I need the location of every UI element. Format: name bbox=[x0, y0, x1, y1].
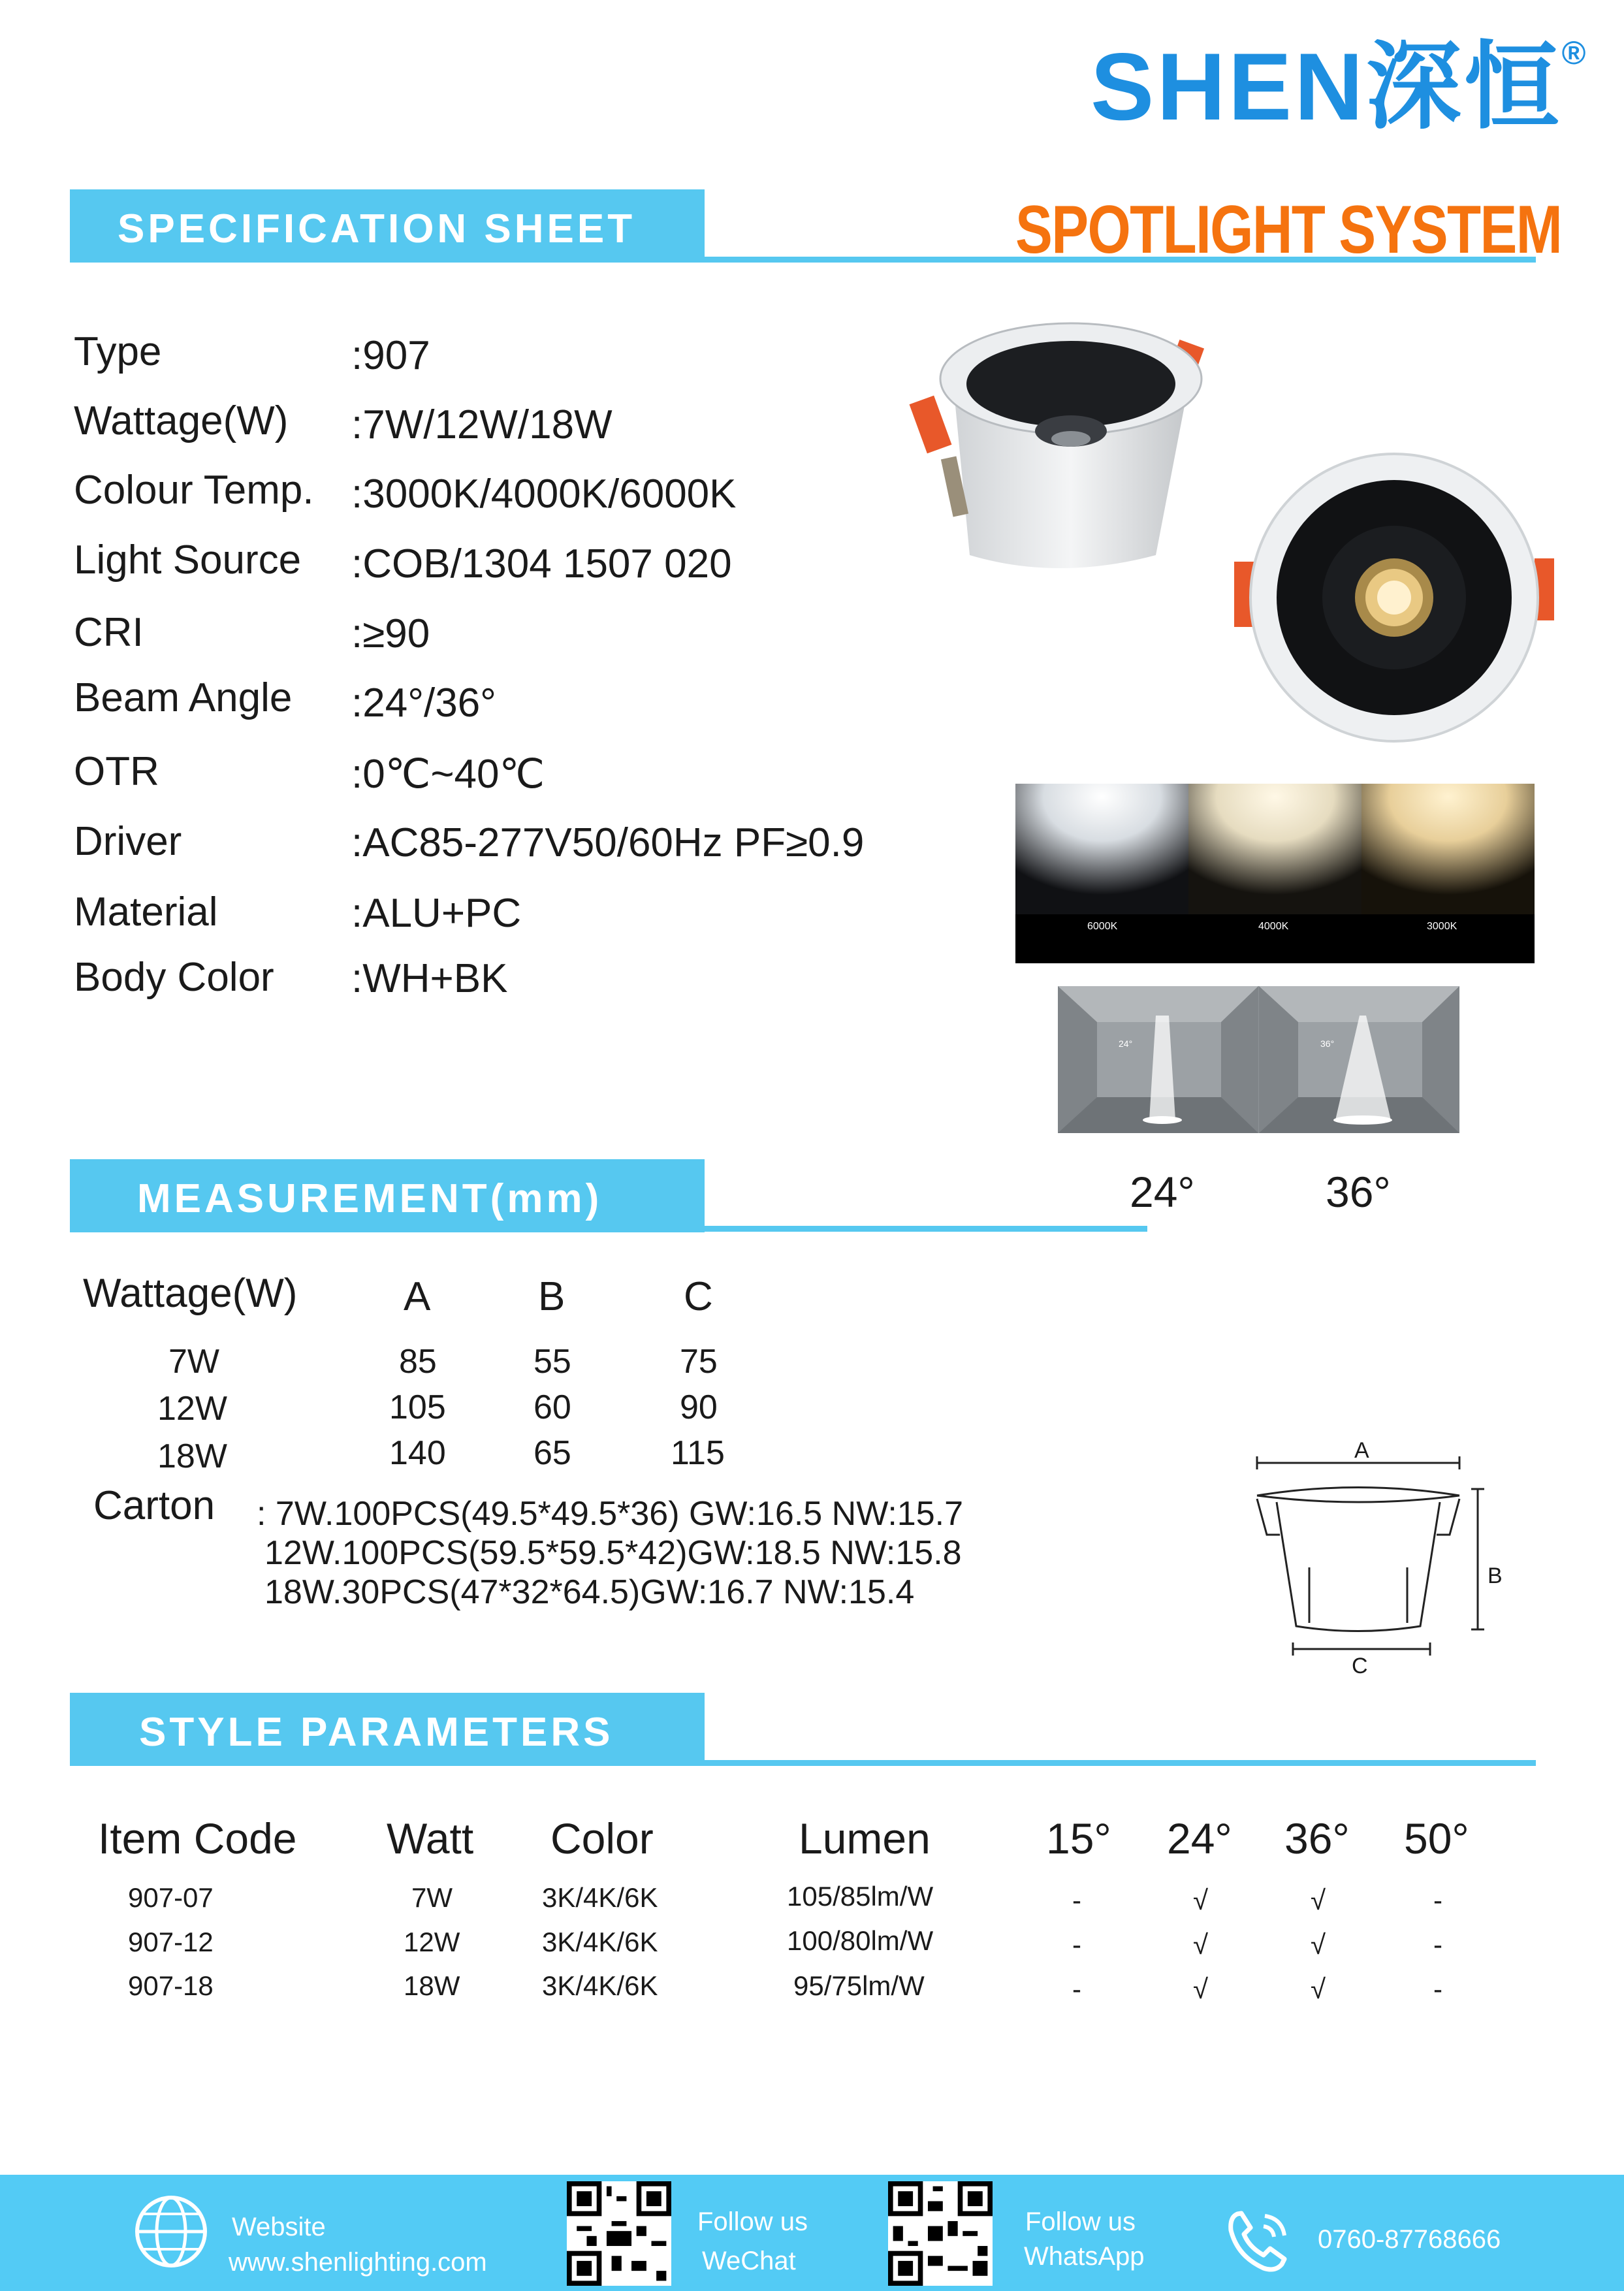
style-cell: - bbox=[1433, 1929, 1442, 1960]
website-url[interactable]: www.shenlighting.com bbox=[229, 2248, 487, 2277]
measurement-header-line bbox=[70, 1226, 1147, 1232]
measurement-cell: 60 bbox=[533, 1388, 571, 1426]
measurement-col-header: A bbox=[404, 1274, 431, 1319]
measurement-cell: 85 bbox=[399, 1343, 437, 1381]
style-col-header: 50° bbox=[1404, 1814, 1469, 1863]
spec-value: :3000K/4000K/6000K bbox=[351, 472, 737, 517]
spec-label: Colour Temp. bbox=[74, 468, 314, 513]
spec-header-title: SPECIFICATION SHEET bbox=[118, 206, 636, 251]
colour-temp-panel bbox=[1015, 784, 1535, 963]
cct-label-3000: 3000K bbox=[1427, 921, 1457, 932]
style-cell: 907-12 bbox=[128, 1927, 214, 1957]
spec-value: :ALU+PC bbox=[351, 891, 522, 936]
spec-label: Wattage(W) bbox=[74, 398, 289, 443]
beam-inner-label-24: 24° bbox=[1119, 1038, 1133, 1049]
style-cell: √ bbox=[1193, 1974, 1209, 2004]
cct-label-4000: 4000K bbox=[1258, 921, 1289, 932]
measurement-col-header: Wattage(W) bbox=[83, 1271, 298, 1316]
style-cell: 3K/4K/6K bbox=[542, 1882, 658, 1913]
phone-icon bbox=[1224, 2204, 1296, 2276]
measurement-cell: 140 bbox=[389, 1434, 446, 1472]
website-label: Website bbox=[232, 2213, 326, 2241]
style-cell: √ bbox=[1311, 1885, 1326, 1915]
product-front-photo bbox=[1234, 451, 1554, 751]
style-cell: - bbox=[1072, 1974, 1081, 2004]
spec-label: CRI bbox=[74, 610, 144, 655]
spec-value: :COB/1304 1507 020 bbox=[351, 541, 732, 586]
globe-icon bbox=[134, 2194, 209, 2269]
footer-bar bbox=[0, 2175, 1624, 2291]
beam-angle-panel bbox=[1058, 986, 1459, 1133]
style-cell: 95/75lm/W bbox=[793, 1970, 925, 2001]
measurement-cell: 65 bbox=[533, 1434, 571, 1472]
style-cell: 18W bbox=[404, 1970, 460, 2001]
carton-line: 12W.100PCS(59.5*59.5*42)GW:18.5 NW:15.8 bbox=[264, 1534, 962, 1572]
measurement-col-header: C bbox=[684, 1274, 713, 1319]
style-cell: - bbox=[1433, 1885, 1442, 1915]
style-col-header: Item Code bbox=[98, 1814, 297, 1863]
measurement-col-header: B bbox=[538, 1274, 565, 1319]
wechat-line-1: Follow us bbox=[697, 2207, 808, 2236]
beam-caption-24: 24° bbox=[1130, 1168, 1195, 1216]
style-col-header: 15° bbox=[1046, 1814, 1111, 1863]
carton-label: Carton bbox=[93, 1483, 215, 1528]
whatsapp-qr-code bbox=[888, 2181, 993, 2286]
measurement-cell: 18W bbox=[157, 1437, 227, 1475]
spec-label: Beam Angle bbox=[74, 675, 293, 720]
style-col-header: Lumen bbox=[799, 1814, 931, 1863]
carton-line: : 7W.100PCS(49.5*49.5*36) GW:16.5 NW:15.7 bbox=[257, 1495, 963, 1533]
measurement-cell: 90 bbox=[680, 1388, 718, 1426]
dimension-diagram bbox=[1244, 1437, 1544, 1682]
style-cell: - bbox=[1433, 1974, 1442, 2004]
style-col-header: 36° bbox=[1284, 1814, 1350, 1863]
style-cell: 907-18 bbox=[128, 1970, 214, 2001]
product-side-photo bbox=[908, 313, 1234, 588]
whatsapp-line-1: Follow us bbox=[1025, 2207, 1136, 2236]
beam-caption-36: 36° bbox=[1326, 1168, 1391, 1216]
spec-value: :24°/36° bbox=[351, 681, 496, 726]
spec-label: Body Color bbox=[74, 955, 274, 1000]
spec-label: Type bbox=[74, 329, 162, 374]
style-cell: 7W bbox=[411, 1882, 453, 1913]
registered-mark: ® bbox=[1561, 35, 1589, 71]
spec-label: Light Source bbox=[74, 537, 302, 583]
style-cell: 907-07 bbox=[128, 1882, 214, 1913]
category-title: SPOTLIGHT SYSTEM bbox=[1015, 192, 1562, 268]
measurement-cell: 75 bbox=[680, 1343, 718, 1381]
dimension-label-b: B bbox=[1488, 1563, 1503, 1588]
spec-label: OTR bbox=[74, 749, 159, 794]
phone-number[interactable]: 0760-87768666 bbox=[1318, 2225, 1501, 2254]
spec-value: :7W/12W/18W bbox=[351, 402, 613, 447]
spec-value: :AC85-277V50/60Hz PF≥0.9 bbox=[351, 820, 865, 865]
spec-value: :0℃~40℃ bbox=[351, 752, 545, 797]
style-cell: √ bbox=[1311, 1974, 1326, 2004]
measurement-cell: 115 bbox=[671, 1434, 725, 1472]
style-cell: - bbox=[1072, 1929, 1081, 1960]
brand-logo bbox=[1091, 33, 1589, 140]
measurement-cell: 55 bbox=[533, 1343, 571, 1381]
wechat-line-2: WeChat bbox=[702, 2247, 796, 2275]
spec-value: :≥90 bbox=[351, 611, 430, 656]
spec-value: :907 bbox=[351, 333, 430, 378]
brand-chinese: 深恒 bbox=[1365, 33, 1562, 140]
style-cell: √ bbox=[1193, 1929, 1209, 1960]
spec-label: Driver bbox=[74, 819, 182, 864]
whatsapp-line-2: WhatsApp bbox=[1024, 2242, 1145, 2271]
style-cell: 3K/4K/6K bbox=[542, 1927, 658, 1957]
style-col-header: Color bbox=[550, 1814, 654, 1863]
style-cell: 3K/4K/6K bbox=[542, 1970, 658, 2001]
carton-line: 18W.30PCS(47*32*64.5)GW:16.7 NW:15.4 bbox=[264, 1573, 915, 1611]
dimension-label-c: C bbox=[1352, 1654, 1368, 1678]
measurement-cell: 105 bbox=[389, 1388, 446, 1426]
style-col-header: 24° bbox=[1167, 1814, 1232, 1863]
cct-label-6000: 6000K bbox=[1087, 921, 1118, 932]
spec-value: :WH+BK bbox=[351, 956, 508, 1001]
style-cell: 12W bbox=[404, 1927, 460, 1957]
style-cell: 100/80lm/W bbox=[787, 1925, 934, 1956]
beam-inner-label-36: 36° bbox=[1320, 1038, 1335, 1049]
measurement-cell: 7W bbox=[168, 1343, 219, 1381]
measurement-cell: 12W bbox=[157, 1390, 227, 1428]
dimension-label-a: A bbox=[1354, 1438, 1369, 1463]
style-header-line bbox=[70, 1760, 1536, 1766]
measurement-header-title: MEASUREMENT(mm) bbox=[137, 1176, 603, 1221]
wechat-qr-code bbox=[567, 2181, 671, 2286]
spec-label: Material bbox=[74, 889, 218, 935]
style-cell: √ bbox=[1311, 1929, 1326, 1960]
brand-latin: SHEN bbox=[1091, 33, 1366, 140]
style-col-header: Watt bbox=[387, 1814, 474, 1863]
style-header-title: STYLE PARAMETERS bbox=[139, 1710, 614, 1755]
style-cell: - bbox=[1072, 1885, 1081, 1915]
style-cell: 105/85lm/W bbox=[787, 1881, 934, 1912]
style-cell: √ bbox=[1193, 1885, 1209, 1915]
